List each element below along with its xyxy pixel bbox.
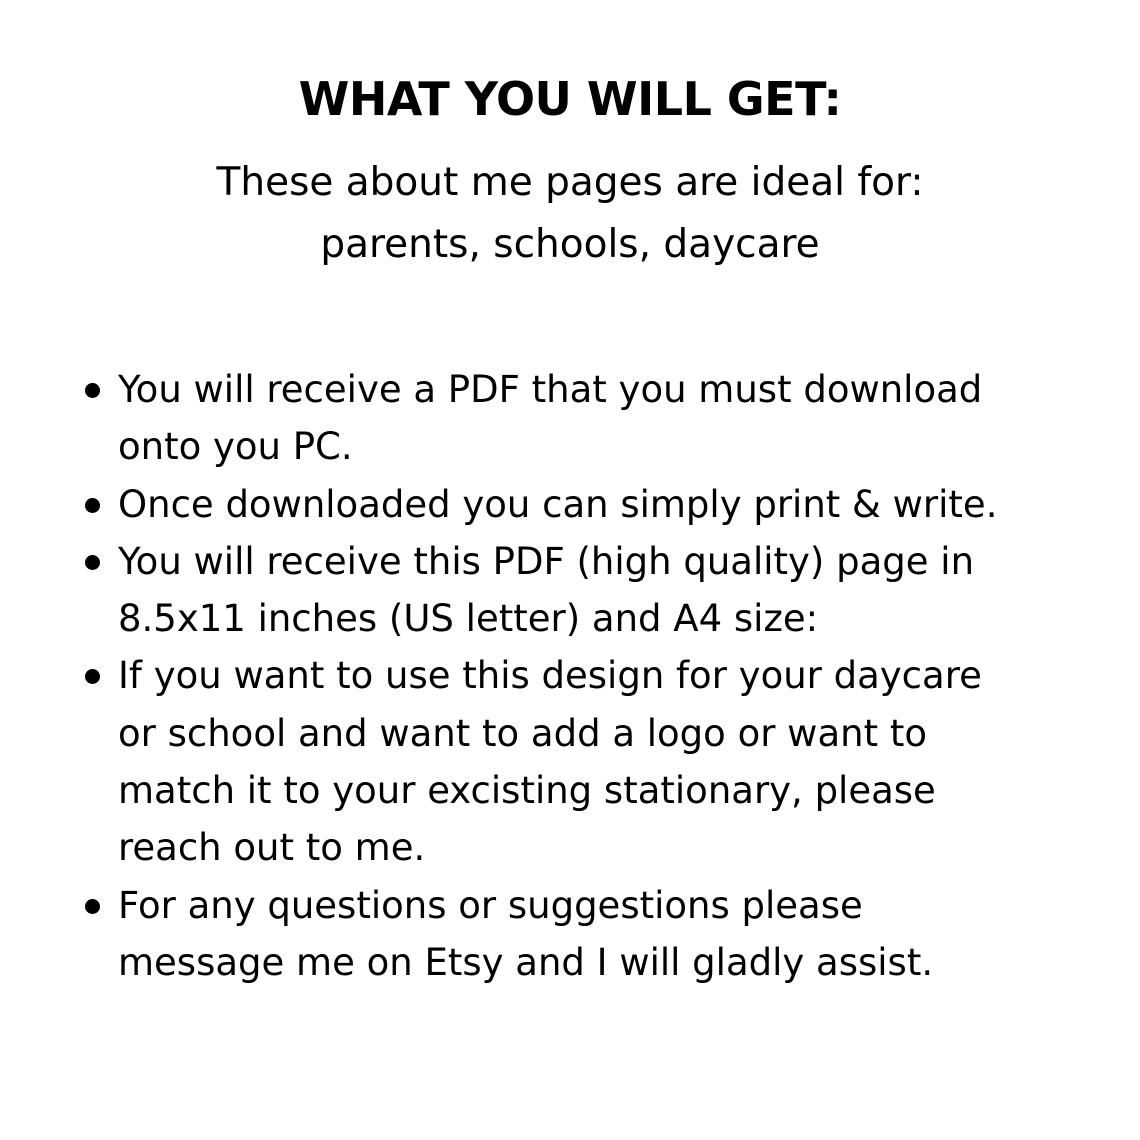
- list-item-text: reach out to me.: [118, 826, 426, 870]
- list-item: [118, 877, 1128, 992]
- bullet-icon: [85, 669, 100, 684]
- feature-list: [118, 361, 1128, 991]
- bullet-icon: [85, 383, 100, 398]
- list-item-text: 8.5x11 inches (US letter) and A4 size:: [118, 597, 819, 641]
- list-item-text: For any questions or suggestions please: [118, 883, 863, 927]
- bullet-icon: [85, 899, 100, 914]
- list-item-text: You will receive a PDF that you must download: [118, 368, 983, 411]
- bullet-icon: [85, 498, 100, 513]
- list-item: [118, 476, 1128, 533]
- list-item-text: You will receive this PDF (high quality) page in: [118, 539, 975, 583]
- list-item-text: onto you PC.: [118, 425, 353, 469]
- page-subtitle: [0, 152, 1140, 276]
- list-item-text: message me on Etsy and I will gladly assist.: [118, 940, 934, 984]
- list-item-text: match it to your excisting stationary, please: [118, 769, 936, 813]
- list-item: [118, 533, 1128, 648]
- bullet-icon: [85, 555, 100, 570]
- list-item-text: If you want to use this design for your daycare: [118, 654, 982, 698]
- list-item-text: or school and want to add a logo or want to: [118, 711, 927, 755]
- list-item: [118, 361, 1128, 476]
- list-item-text: Once downloaded you can simply print & write.: [118, 482, 998, 526]
- list-item: [118, 647, 1128, 876]
- page-title: WHAT YOU WILL GET:: [298, 72, 842, 126]
- subtitle-line: parents, schools, daycare: [320, 222, 820, 267]
- subtitle-line: These about me pages are ideal for:: [216, 160, 924, 205]
